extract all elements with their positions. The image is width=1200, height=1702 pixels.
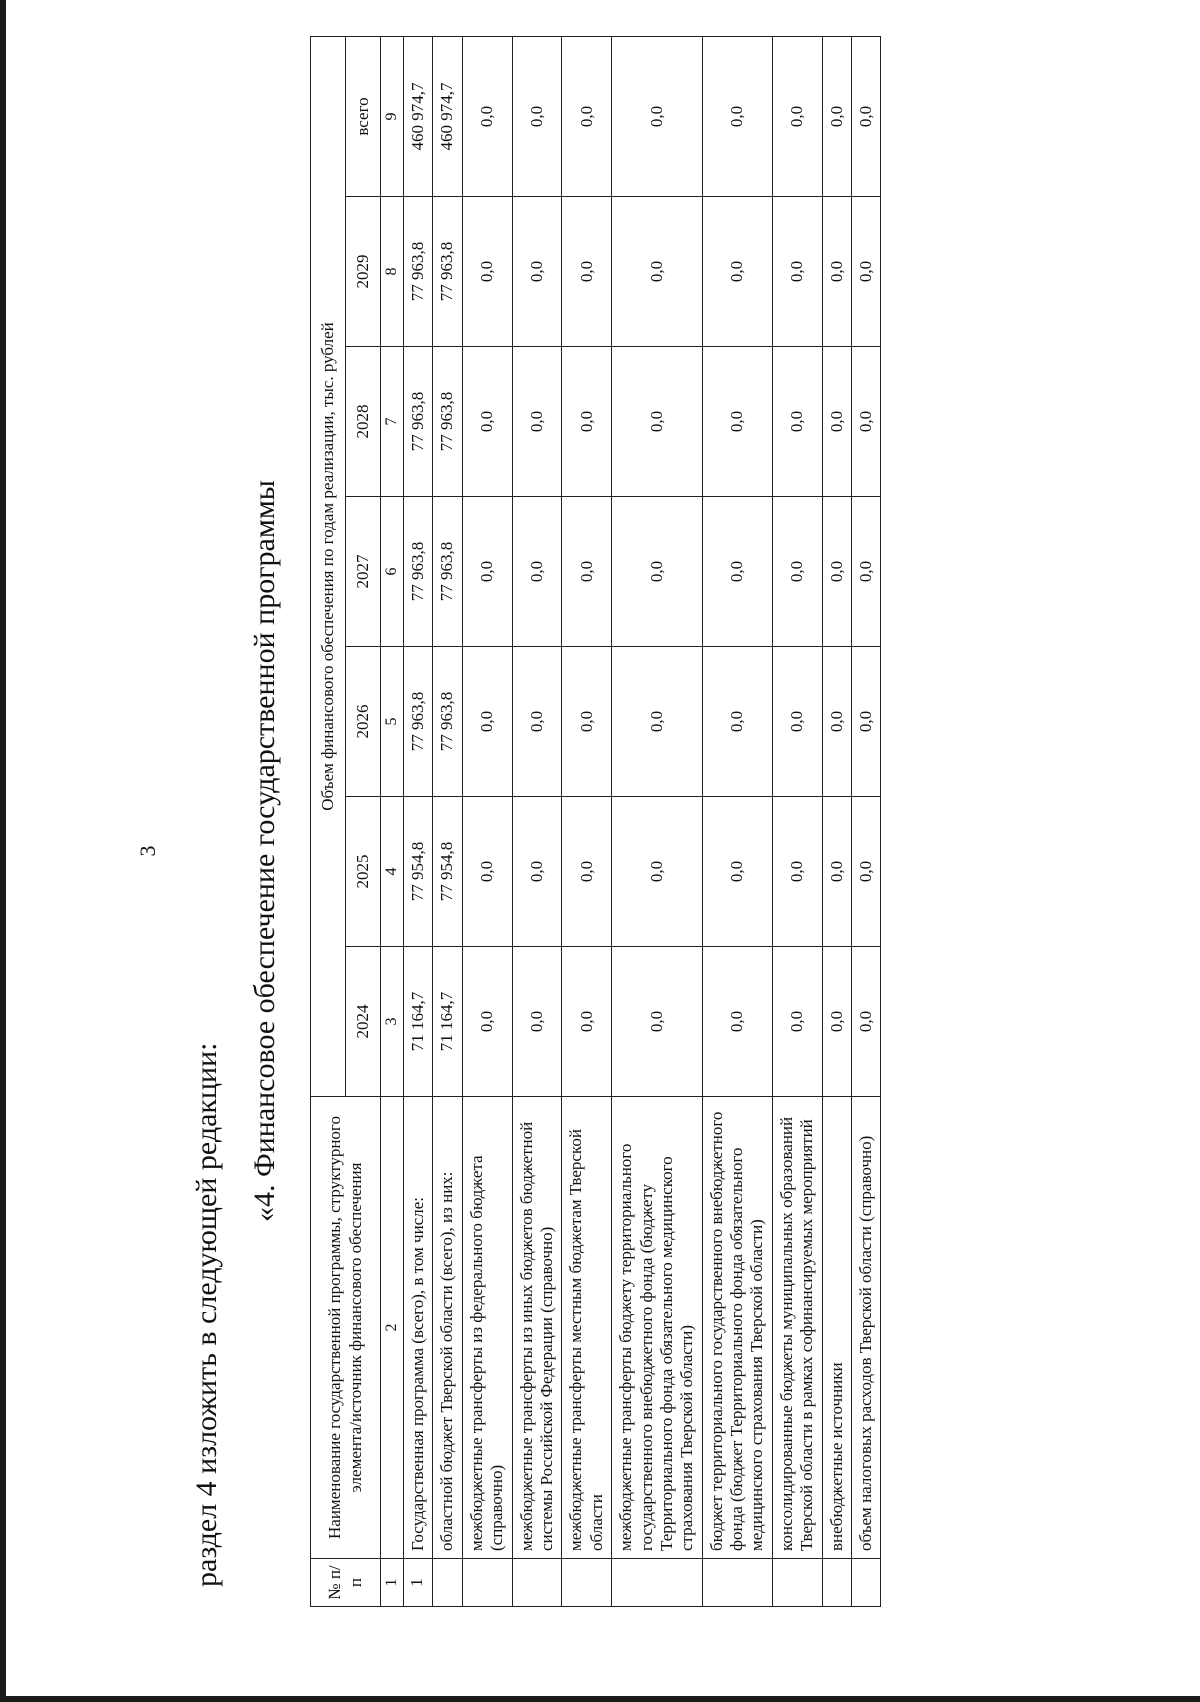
row-number: [772, 1559, 822, 1607]
column-number: 2: [381, 1097, 404, 1559]
row-name: объем налоговых расходов Тверской области (справочно): [852, 1097, 881, 1559]
value-cell: 0,0: [462, 797, 512, 947]
value-cell: 0,0: [702, 347, 772, 497]
value-cell: 0,0: [462, 197, 512, 347]
row-number: [462, 1559, 512, 1607]
header-name: Наименование государственной программы, структурного элемента/источник финансового обеспечения: [311, 1097, 381, 1559]
value-cell: 0,0: [612, 797, 703, 947]
value-cell: 0,0: [612, 36, 703, 196]
value-cell: 0,0: [612, 647, 703, 797]
value-cell: 0,0: [772, 647, 822, 797]
value-cell: 0,0: [512, 347, 562, 497]
value-cell: 77 954,8: [433, 797, 462, 947]
value-cell: 0,0: [612, 947, 703, 1097]
row-name: внебюджетные источники: [822, 1097, 851, 1559]
column-number: 6: [381, 497, 404, 647]
value-cell: 0,0: [852, 947, 881, 1097]
value-cell: 0,0: [562, 497, 612, 647]
value-cell: 0,0: [562, 947, 612, 1097]
value-cell: 0,0: [562, 347, 612, 497]
table-row: [852, 36, 881, 1606]
row-name: бюджет территориального государственного внебюджетного фонда (бюджет Территориального фонда обязательного медицинского страхования Тверской области): [702, 1097, 772, 1559]
value-cell: 0,0: [852, 36, 881, 196]
row-number: [512, 1559, 562, 1607]
intro-text: раздел 4 изложить в следующей редакции:: [190, 1042, 223, 1587]
value-cell: 0,0: [822, 347, 851, 497]
section-title: «4. Финансовое обеспечение государственной программы: [248, 480, 281, 1222]
row-number: [433, 1559, 462, 1607]
value-cell: 0,0: [462, 497, 512, 647]
value-cell: 0,0: [822, 797, 851, 947]
table-row: [772, 36, 822, 1606]
value-cell: 77 963,8: [433, 497, 462, 647]
value-cell: 0,0: [512, 497, 562, 647]
value-cell: 0,0: [772, 797, 822, 947]
value-cell: 0,0: [852, 647, 881, 797]
row-name: межбюджетные трансферты бюджету территориального государственного внебюджетного фонда (бюджету Территориального фонда обязательного медицинского страхования Тверской области): [612, 1097, 703, 1559]
table-row: [462, 36, 512, 1606]
row-name: консолидированные бюджеты муниципальных образований Тверской области в рамках софинансируемых мероприятий: [772, 1097, 822, 1559]
year-header: 2025: [346, 797, 381, 947]
year-header: 2024: [346, 947, 381, 1097]
value-cell: 0,0: [462, 36, 512, 196]
value-cell: 77 963,8: [433, 347, 462, 497]
value-cell: 0,0: [772, 197, 822, 347]
value-cell: 77 963,8: [404, 647, 433, 797]
value-cell: 77 963,8: [433, 647, 462, 797]
row-name: межбюджетные трансферты из иных бюджетов бюджетной системы Российской Федерации (справочно): [512, 1097, 562, 1559]
row-number: [822, 1559, 851, 1607]
value-cell: 0,0: [512, 36, 562, 196]
year-header: 2029: [346, 197, 381, 347]
value-cell: 0,0: [822, 497, 851, 647]
value-cell: 0,0: [512, 947, 562, 1097]
value-cell: 77 963,8: [433, 197, 462, 347]
value-cell: 0,0: [852, 197, 881, 347]
value-cell: 0,0: [462, 347, 512, 497]
year-header: 2028: [346, 347, 381, 497]
year-header: всего: [346, 36, 381, 196]
value-cell: 0,0: [772, 347, 822, 497]
row-name: Государственная программа (всего), в том числе:: [404, 1097, 433, 1559]
column-number: 5: [381, 647, 404, 797]
row-number: [852, 1559, 881, 1607]
value-cell: 77 963,8: [404, 497, 433, 647]
value-cell: 77 963,8: [404, 197, 433, 347]
table-body: [404, 36, 881, 1606]
page-number: 3: [135, 845, 160, 857]
column-number-row: [381, 36, 404, 1606]
table-row: [404, 36, 433, 1606]
value-cell: 0,0: [462, 647, 512, 797]
table-row: [612, 36, 703, 1606]
header-volume: Объем финансового обеспечения по годам реализации, тыс. рублей: [311, 36, 346, 1096]
value-cell: 460 974,7: [433, 36, 462, 196]
value-cell: 0,0: [852, 797, 881, 947]
value-cell: 77 954,8: [404, 797, 433, 947]
value-cell: 0,0: [852, 497, 881, 647]
value-cell: 0,0: [772, 497, 822, 647]
financing-table: [310, 36, 881, 1607]
column-number: 4: [381, 797, 404, 947]
column-number: 9: [381, 36, 404, 196]
value-cell: 0,0: [512, 797, 562, 947]
column-number: 1: [381, 1559, 404, 1607]
year-header: 2027: [346, 497, 381, 647]
value-cell: 0,0: [562, 197, 612, 347]
value-cell: 0,0: [612, 197, 703, 347]
table-row: [512, 36, 562, 1606]
value-cell: 0,0: [822, 36, 851, 196]
row-number: [702, 1559, 772, 1607]
value-cell: 0,0: [512, 197, 562, 347]
value-cell: 0,0: [772, 947, 822, 1097]
value-cell: 0,0: [612, 347, 703, 497]
row-number: [562, 1559, 612, 1607]
row-number: [612, 1559, 703, 1607]
table-row: [822, 36, 851, 1606]
table-row: [702, 36, 772, 1606]
value-cell: 0,0: [822, 197, 851, 347]
table-row: [562, 36, 612, 1606]
value-cell: 460 974,7: [404, 36, 433, 196]
header-num: № п/п: [311, 1559, 381, 1607]
value-cell: 0,0: [562, 647, 612, 797]
value-cell: 0,0: [702, 797, 772, 947]
value-cell: 0,0: [512, 647, 562, 797]
value-cell: 0,0: [462, 947, 512, 1097]
value-cell: 0,0: [702, 36, 772, 196]
table-row: [433, 36, 462, 1606]
value-cell: 0,0: [702, 647, 772, 797]
value-cell: 0,0: [822, 947, 851, 1097]
value-cell: 0,0: [562, 36, 612, 196]
value-cell: 0,0: [852, 347, 881, 497]
value-cell: 0,0: [702, 197, 772, 347]
column-number: 8: [381, 197, 404, 347]
value-cell: 0,0: [702, 947, 772, 1097]
row-number: 1: [404, 1559, 433, 1607]
row-name: межбюджетные трансферты из федерального бюджета (справочно): [462, 1097, 512, 1559]
value-cell: 0,0: [772, 36, 822, 196]
value-cell: 0,0: [562, 797, 612, 947]
column-number: 3: [381, 947, 404, 1097]
column-number: 7: [381, 347, 404, 497]
row-name: межбюджетные трансферты местным бюджетам Тверской области: [562, 1097, 612, 1559]
value-cell: 0,0: [612, 497, 703, 647]
row-name: областной бюджет Тверской области (всего), из них:: [433, 1097, 462, 1559]
value-cell: 77 963,8: [404, 347, 433, 497]
value-cell: 0,0: [702, 497, 772, 647]
value-cell: 0,0: [822, 647, 851, 797]
value-cell: 71 164,7: [404, 947, 433, 1097]
year-header: 2026: [346, 647, 381, 797]
value-cell: 71 164,7: [433, 947, 462, 1097]
